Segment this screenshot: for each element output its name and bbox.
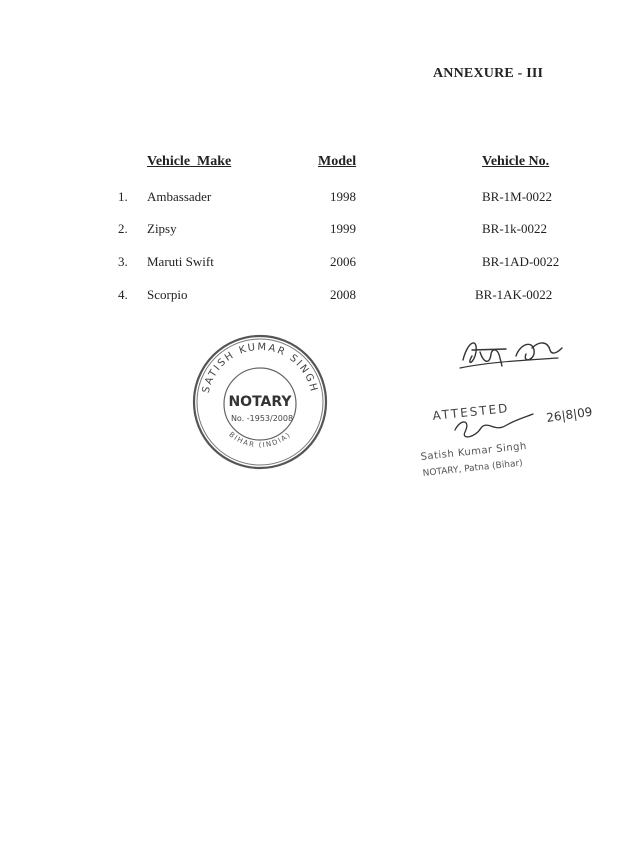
vehicle-make: Ambassader — [147, 189, 212, 204]
table-row — [0, 254, 640, 274]
vehicle-make: Scorpio — [147, 287, 188, 302]
vehicle-number: BR-1AK-0022 — [475, 287, 553, 302]
table-row — [0, 287, 640, 307]
row-number: 2. — [118, 221, 128, 236]
vehicle-model: 2006 — [330, 254, 356, 269]
table-row — [0, 221, 640, 241]
stamp-center-text: NOTARY — [228, 394, 292, 410]
header-vehicle-make: Vehicle Make — [147, 154, 232, 169]
header-vehicle-no: Vehicle No. — [482, 154, 550, 169]
attested-label: ATTESTED — [431, 401, 510, 423]
vehicle-make: Zipsy — [147, 221, 177, 236]
vehicle-model: 1998 — [330, 189, 356, 204]
vehicle-make: Maruti Swift — [147, 254, 214, 269]
row-number: 3. — [118, 254, 128, 269]
attestation-block — [415, 388, 615, 483]
header-model: Model — [318, 154, 357, 169]
stamp-outer-text: SATISH KUMAR SINGH — [200, 341, 320, 395]
row-number: 4. — [118, 287, 128, 302]
stamp-bottom-text: BIHAR (INDIA) — [227, 430, 293, 450]
stamp-seal-icon — [190, 332, 330, 472]
row-number: 1. — [118, 189, 128, 204]
stamp-reg-text: No. -1953/2008 — [230, 414, 294, 423]
vehicle-number: BR-1AD-0022 — [482, 254, 560, 269]
vehicle-model: 1999 — [330, 221, 356, 236]
vehicle-number: BR-1M-0022 — [482, 189, 553, 204]
vehicle-number: BR-1k-0022 — [482, 221, 547, 236]
attestation-icon — [415, 388, 615, 483]
notary-name: Satish Kumar Singh — [420, 440, 528, 463]
annexure-title: ANNEXURE - III — [433, 66, 544, 81]
notary-designation: NOTARY, Patna (Bihar) — [422, 458, 524, 479]
vehicle-model: 2008 — [330, 287, 356, 302]
table-row — [0, 189, 640, 209]
attestation-date: 26|8|09 — [545, 404, 594, 425]
signature-icon — [458, 330, 568, 378]
notary-stamp — [190, 332, 330, 472]
handwritten-signature — [458, 330, 568, 378]
